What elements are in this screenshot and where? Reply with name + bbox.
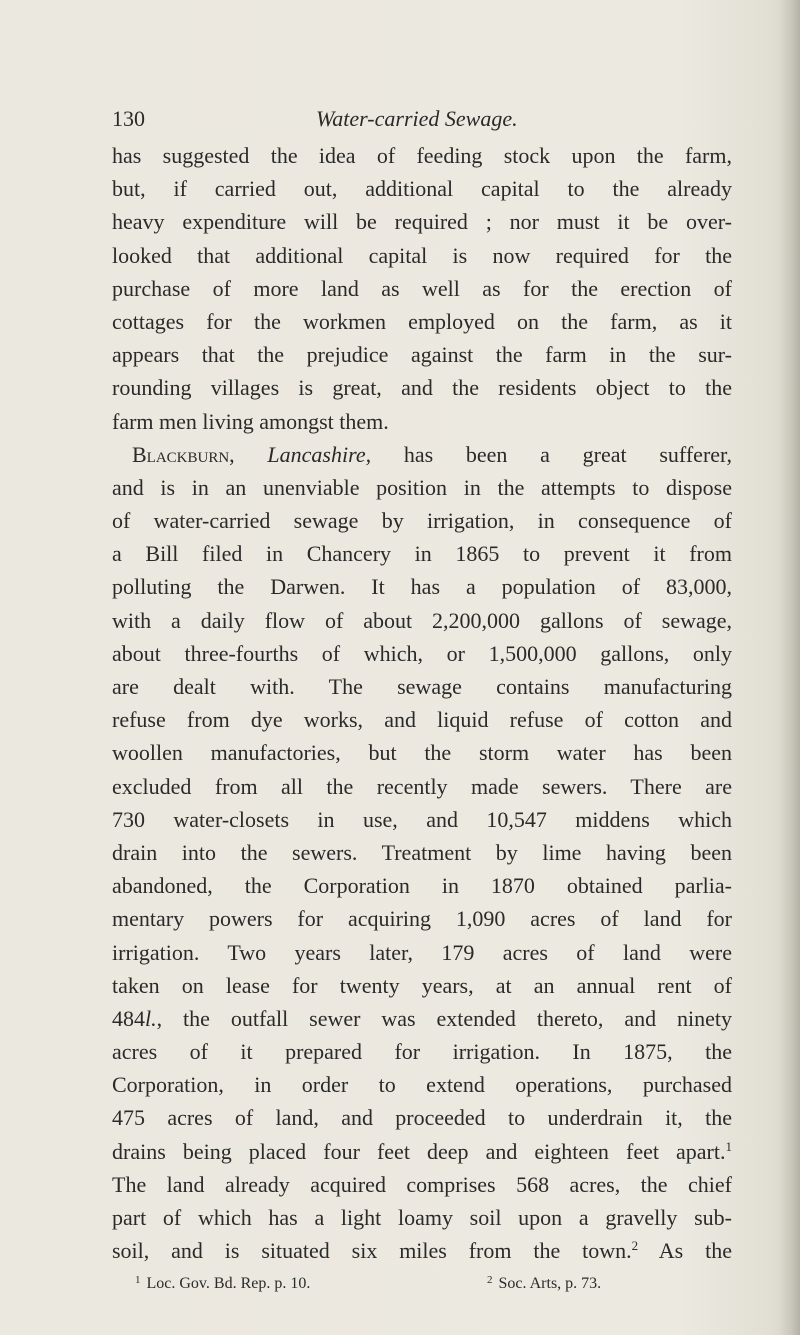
text-line: appears that the prejudice against the farm in the sur- bbox=[112, 342, 732, 368]
page-header bbox=[112, 104, 732, 134]
text-line bbox=[112, 1135, 732, 1168]
text-line: excluded from all the recently made sewers. There are bbox=[112, 773, 732, 799]
footnote-mark: 2 bbox=[487, 1274, 493, 1286]
footnotes bbox=[112, 1272, 732, 1296]
text-line: mentary powers for acquiring 1,090 acres of land for bbox=[112, 906, 732, 932]
text-line: but, if carried out, additional capital to the already bbox=[112, 176, 732, 202]
text-line: of water-carried sewage by irrigation, in consequence of bbox=[112, 508, 732, 534]
county-name: Lancashire, bbox=[267, 441, 372, 467]
text-line: looked that additional capital is now required for the bbox=[112, 242, 732, 268]
paragraph-opening-line bbox=[112, 438, 732, 471]
text-line: heavy expenditure will be required ; nor must it be over- bbox=[112, 209, 732, 235]
footnote-text: Loc. Gov. Bd. Rep. p. 10. bbox=[146, 1275, 311, 1292]
text-line: drain into the sewers. Treatment by lime having been bbox=[112, 839, 732, 865]
text-line: acres of it prepared for irrigation. In 1875, the bbox=[112, 1039, 732, 1065]
text-line: with a daily flow of about 2,200,000 gallons of sewage, bbox=[112, 607, 732, 633]
text-line: farm men living amongst them. bbox=[112, 408, 389, 434]
page-edge-shadow bbox=[778, 0, 800, 1335]
text-fragment: soil, and is situated six miles from the town. bbox=[112, 1238, 632, 1264]
footnote-ref-2[interactable]: 2 bbox=[631, 1238, 639, 1254]
footnote-2 bbox=[487, 1272, 601, 1296]
text-line: rounding villages is great, and the residents object to the bbox=[112, 375, 732, 401]
text-line: part of which has a light loamy soil upon a gravelly sub- bbox=[112, 1205, 732, 1230]
text-fragment: has been a great sufferer, bbox=[371, 441, 732, 467]
text-line bbox=[112, 1002, 732, 1035]
footnote-1 bbox=[135, 1272, 310, 1296]
text-line: woollen manufactories, but the storm water has been bbox=[112, 740, 732, 766]
running-title: Water-carried Sewage. bbox=[316, 106, 518, 131]
text-line: about three-fourths of which, or 1,500,000 gallons, only bbox=[112, 640, 732, 666]
text-line: The land already acquired comprises 568 acres, the chief bbox=[112, 1171, 732, 1197]
text-line: 730 water-closets in use, and 10,547 middens which bbox=[112, 806, 732, 832]
footnote-text: Soc. Arts, p. 73. bbox=[498, 1275, 602, 1292]
text-line: and is in an unenviable position in the attempts to dispose bbox=[112, 474, 732, 500]
footnote-ref-1[interactable]: 1 bbox=[725, 1138, 732, 1154]
place-name: Blackburn, bbox=[132, 441, 235, 467]
text-line: taken on lease for twenty years, at an annual rent of bbox=[112, 972, 732, 998]
text-line: Corporation, in order to extend operations, purchased bbox=[112, 1072, 732, 1098]
body-text bbox=[112, 139, 732, 1267]
rent-unit: l. bbox=[145, 1005, 157, 1031]
text-fragment: As the bbox=[638, 1238, 732, 1264]
text-line: polluting the Darwen. It has a population of 83,000, bbox=[112, 574, 732, 600]
text-line: 475 acres of land, and proceeded to underdrain it, the bbox=[112, 1105, 732, 1131]
text-fragment: drains being placed four feet deep and eighteen feet apart. bbox=[112, 1138, 726, 1164]
rent-amount: 484 bbox=[112, 1005, 145, 1031]
text-line: purchase of more land as well as for the erection of bbox=[112, 275, 732, 301]
text-line: abandoned, the Corporation in 1870 obtained parlia- bbox=[112, 873, 732, 899]
text-line bbox=[112, 1234, 732, 1267]
text-line: a Bill filed in Chancery in 1865 to prevent it from bbox=[112, 541, 732, 567]
text-line: cottages for the workmen employed on the farm, as it bbox=[112, 308, 732, 334]
text-line: has suggested the idea of feeding stock upon the farm, bbox=[112, 143, 732, 168]
text-fragment: , the outfall sewer was extended thereto, and ninety bbox=[156, 1005, 732, 1031]
text-line: irrigation. Two years later, 179 acres of land were bbox=[112, 939, 732, 965]
text-line: refuse from dye works, and liquid refuse of cotton and bbox=[112, 707, 732, 733]
footnote-mark: 1 bbox=[135, 1274, 141, 1286]
page-number: 130 bbox=[112, 106, 145, 131]
text-line: are dealt with. The sewage contains manufacturing bbox=[112, 674, 732, 699]
